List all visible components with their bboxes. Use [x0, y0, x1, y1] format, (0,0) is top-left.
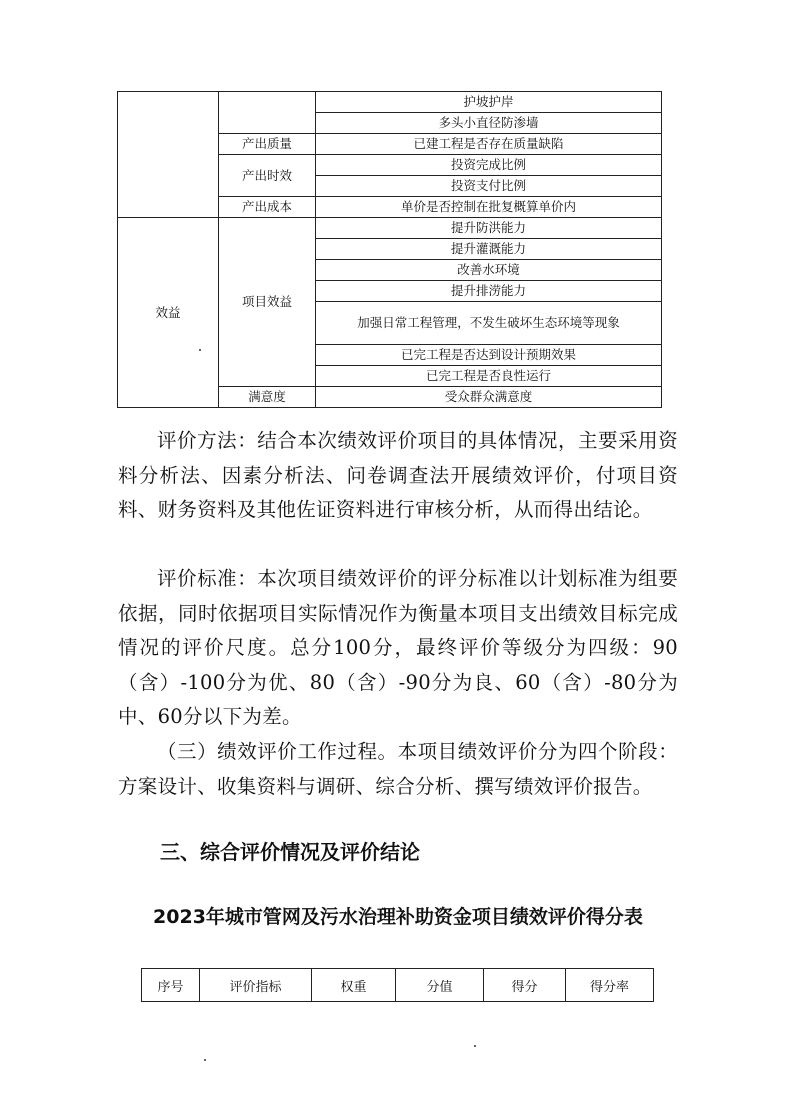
score-table-header-row — [142, 969, 654, 1002]
header-cell-score-rate: 得分率 — [566, 969, 654, 1002]
score-table — [141, 968, 654, 1002]
table-cell: 提升排涝能力 — [316, 281, 662, 302]
header-cell-indicator: 评价指标 — [200, 969, 312, 1002]
table-cell-section: 效益 — [118, 218, 219, 408]
table-cell: 投资完成比例 — [316, 155, 662, 176]
table-cell: 已建工程是否存在质量缺陷 — [316, 134, 662, 155]
paragraph-evaluation-process: （三）绩效评价工作过程。本项目绩效评价分为四个阶段：方案设计、收集资料与调研、综合分析、撰写绩效评价报告。 — [118, 740, 678, 798]
scan-speck — [199, 349, 201, 351]
score-table-title: 2023年城市管网及污水治理补助资金项目绩效评价得分表 — [153, 906, 643, 928]
scan-speck — [474, 1045, 476, 1047]
header-cell-weight: 权重 — [312, 969, 396, 1002]
table-row — [118, 218, 662, 239]
table-cell-category: 产出质量 — [219, 134, 316, 155]
table-cell-category: 产出时效 — [219, 155, 316, 197]
table-cell: 多头小直径防渗墙 — [316, 113, 662, 134]
table-cell: 投资支付比例 — [316, 176, 662, 197]
table-cell: 改善水环境 — [316, 260, 662, 281]
table-cell: 护坡护岸 — [316, 92, 662, 113]
table-row — [118, 92, 662, 113]
table-cell: 提升灌溉能力 — [316, 239, 662, 260]
table-cell-category: 项目效益 — [219, 218, 316, 387]
indicator-table — [117, 91, 662, 408]
table-cell-category: 满意度 — [219, 387, 316, 408]
paragraph-evaluation-standard: 评价标准：本次项目绩效评价的评分标准以计划标准为组要依据，同时依据项目实际情况作为衡量本项目支出绩效目标完成情况的评价尺度。总分100分，最终评价等级分为四级：90（含）-100分为优、80（含）-90分为良、60（含）-80分为中、60分以下为差。 — [118, 567, 678, 728]
table-cell: 已完工程是否达到设计预期效果 — [316, 345, 662, 366]
table-cell: 单价是否控制在批复概算单价内 — [316, 197, 662, 218]
scan-speck — [204, 1059, 206, 1061]
header-cell-points: 分值 — [396, 969, 484, 1002]
paragraph-evaluation-method: 评价方法：结合本次绩效评价项目的具体情况，主要采用资料分析法、因素分析法、问卷调查法开展绩效评价，付项目资料、财务资料及其他佐证资料进行审核分析，从而得出结论。 — [118, 429, 678, 521]
section-heading: 三、综合评价情况及评价结论 — [160, 840, 420, 864]
table-cell: 提升防洪能力 — [316, 218, 662, 239]
table-cell: 加强日常工程管理，不发生破坏生态环境等现象 — [316, 302, 662, 345]
table-cell: 已完工程是否良性运行 — [316, 366, 662, 387]
table-cell-category: 产出成本 — [219, 197, 316, 218]
table-cell-blank — [219, 92, 316, 134]
table-cell-blank — [118, 92, 219, 218]
table-cell: 受众群众满意度 — [316, 387, 662, 408]
header-cell-score: 得分 — [484, 969, 566, 1002]
header-cell-index: 序号 — [142, 969, 200, 1002]
